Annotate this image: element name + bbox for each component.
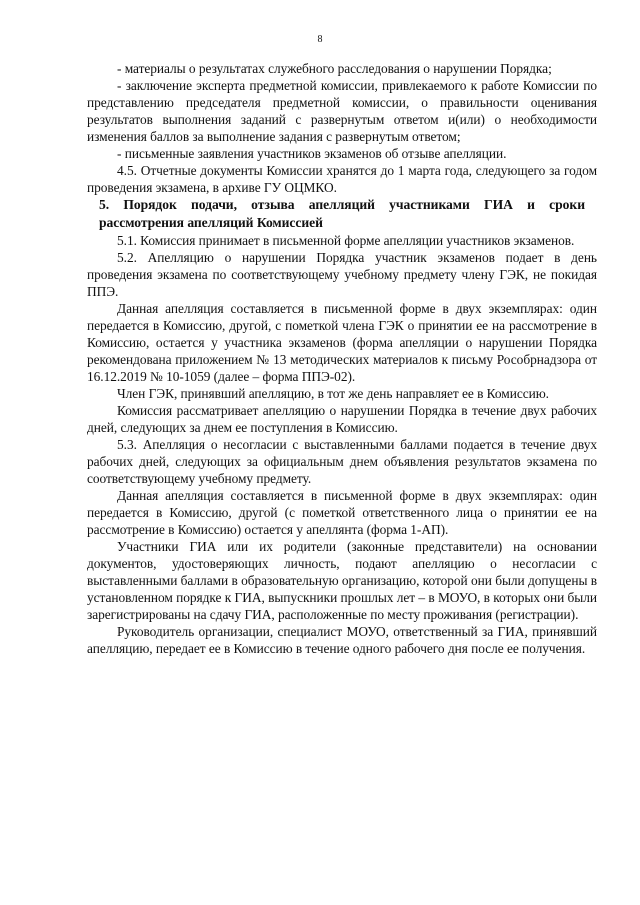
page-number: 8 <box>317 34 323 45</box>
paragraph-gek-member: Член ГЭК, принявший апелляцию, в тот же день направляет ее в Комиссию. <box>117 386 549 401</box>
paragraph-5-1: 5.1. Комиссия принимает в письменной форме апелляции участников экзаменов. <box>117 233 575 248</box>
document-body <box>87 60 597 657</box>
paragraph-5-3: 5.3. Апелляция о несогласии с выставленными баллами подается в течение двух рабочих дней, следующих за официальным днем объявления результатов экзамена по соответствующему учебному предмету. <box>87 437 597 486</box>
section-heading: 5. Порядок подачи, отзыва апелляций участниками ГИА и сроки рассмотрения апелляций Комиссией <box>99 197 585 230</box>
paragraph-expert-conclusion: - заключение эксперта предметной комиссии, привлекаемого к работе Комиссии по представлению председателя предметной комиссии, о правильности оценивания результатов выполнения заданий с развернутым ответом и(или) о необходимости изменения баллов за выполнение задания с развернутым ответом; <box>87 78 597 144</box>
paragraph-head-of-organization: Руководитель организации, специалист МОУО, ответственный за ГИА, принявший апелляцию, передает ее в Комиссию в течение одного рабочего дня после ее получения. <box>87 624 597 656</box>
paragraph-participants: Участники ГИА или их родители (законные представители) на основании документов, удостоверяющих личность, подают апелляцию о несогласии с выставленными баллами в образовательную организацию, которой они были допущены в установленном порядке к ГИА, выпускники прошлых лет – в МОУО, в которых они были зарегистрированы на сдачу ГИА, расположенные по месту проживания (регистрации). <box>87 539 597 622</box>
paragraph-5-2: 5.2. Апелляцию о нарушении Порядка участник экзаменов подает в день проведения экзамена по соответствующему учебному предмету члену ГЭК, не покидая ППЭ. <box>87 250 597 299</box>
paragraph-commission-review: Комиссия рассматривает апелляцию о нарушении Порядка в течение двух рабочих дней, следующих за днем ее поступления в Комиссию. <box>87 403 597 435</box>
paragraph-written-statements: - письменные заявления участников экзаменов об отзыве апелляции. <box>117 146 507 161</box>
paragraph-4-5: 4.5. Отчетные документы Комиссии хранятся до 1 марта года, следующего за годом проведения экзамена, в архиве ГУ ОЦМКО. <box>87 163 597 195</box>
paragraph-appeal-copies: Данная апелляция составляется в письменной форме в двух экземплярах: один передается в Комиссию, другой, с пометкой члена ГЭК о принятии ее на рассмотрение в Комиссию, остается у участника экзаменов (форма апелляции о нарушении Порядка рекомендована приложением № 13 методических материалов к письму Рособрнадзора от 16.12.2019 № 10-1059 (далее – форма ППЭ-02). <box>87 301 597 384</box>
paragraph-appeal-form: Данная апелляция составляется в письменной форме в двух экземплярах: один передается в Комиссию, другой (с пометкой ответственного лица о принятии ее на рассмотрение в Комиссию) остается у апеллянта (форма 1-АП). <box>87 488 597 537</box>
paragraph-materials: - материалы о результатах служебного расследования о нарушении Порядка; <box>117 61 552 76</box>
